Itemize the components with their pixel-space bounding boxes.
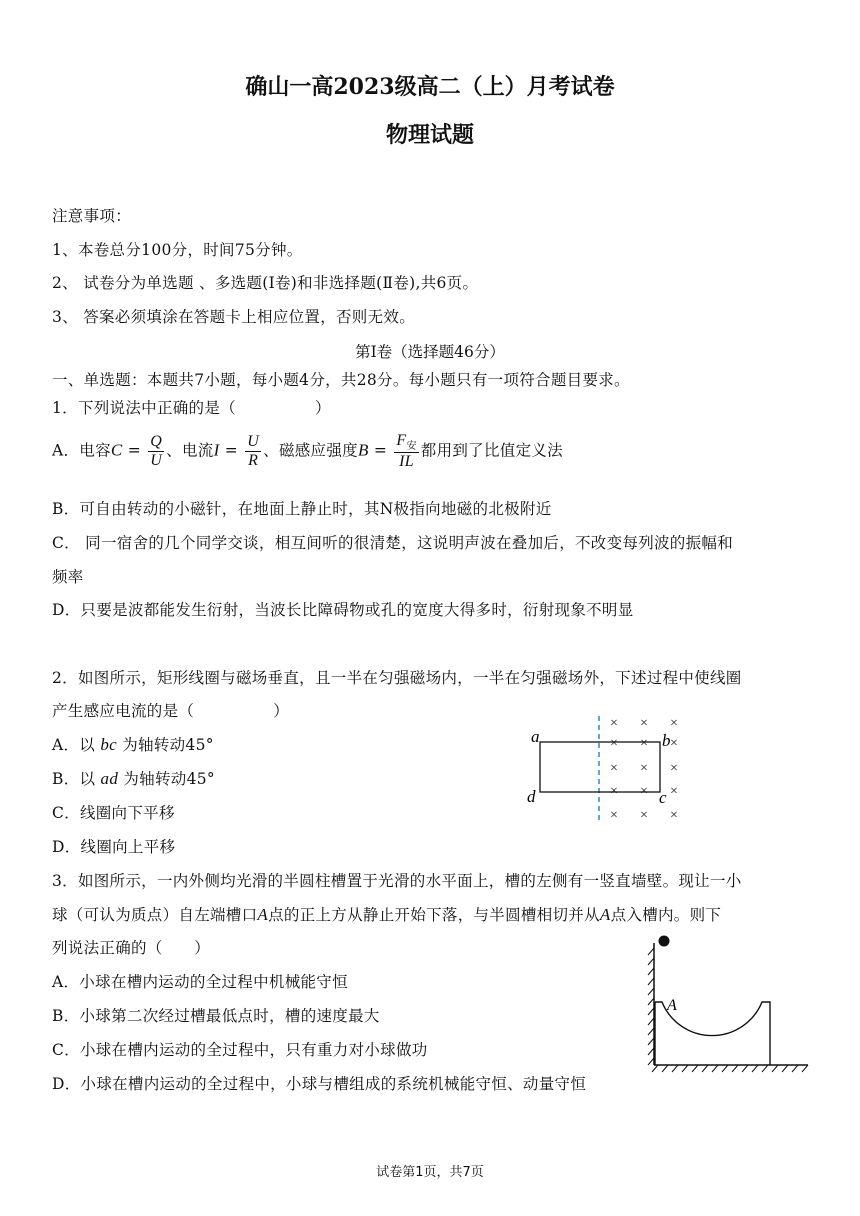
- q1-a-b-den: IL: [399, 453, 414, 471]
- q1-option-b: B．可自由转动的小磁针，在地面上静止时，其N极指向地磁的北极附近: [52, 500, 552, 518]
- field-cross: ×: [670, 784, 678, 799]
- q2-b-pre: B．以: [52, 770, 101, 788]
- q2-coil-field-figure: [525, 712, 695, 824]
- q2-stem-line2: 产生感应电流的是（ ）: [52, 702, 290, 720]
- q1-a-c-num: Q: [150, 433, 163, 451]
- section-title: 第Ⅰ卷（选择题46分）: [355, 343, 505, 361]
- q3-point-a-ref2: A: [599, 905, 611, 924]
- field-cross: ×: [610, 808, 618, 823]
- coil-corner-a: a: [531, 727, 540, 746]
- q3-option-d: D．小球在槽内运动的全过程中，小球与槽组成的系统机械能守恒、动量守恒: [52, 1075, 587, 1093]
- q3-groove-figure: [640, 928, 815, 1076]
- exam-subtitle: 物理试题: [385, 122, 474, 148]
- q2-option-c: C．线圈向下平移: [52, 804, 175, 822]
- field-cross: ×: [610, 716, 618, 731]
- field-cross: ×: [640, 761, 648, 776]
- q1-a-current-fraction: [245, 433, 261, 469]
- groove-point-a-label: A: [667, 997, 677, 1014]
- q2-b-post: 为轴转动45°: [118, 770, 215, 788]
- field-cross: ×: [670, 808, 678, 823]
- q3-point-a-ref1: A: [257, 905, 269, 924]
- q1-a-c-symbol: C: [110, 440, 123, 460]
- q1-a-i-den: R: [248, 451, 259, 469]
- notice-item-3: 3、 答案必须填涂在答题卡上相应位置，否则无效。: [52, 308, 415, 326]
- field-cross: ×: [670, 716, 678, 731]
- q1-a-i-symbol: I: [213, 440, 220, 460]
- q3-stem2-post: 点入槽内。则下: [610, 906, 722, 924]
- coil-corner-c: c: [659, 788, 667, 807]
- q2-b-axis: ad: [100, 769, 119, 788]
- q1-a-mid2: 、磁感应强度: [263, 441, 358, 460]
- q1-a-b-num-f: F: [396, 432, 407, 449]
- q3-stem2-mid: 点的正上方从静止开始下落，与半圆槽相切并从: [268, 906, 600, 924]
- q1-a-eq1: =: [122, 441, 147, 460]
- q1-a-capacitance-fraction: [148, 433, 164, 469]
- q2-stem-line1: 2．如图所示，矩形线圈与磁场垂直，且一半在匀强磁场内，一半在匀强磁场外，下述过程中使线圈: [52, 669, 742, 687]
- q3-option-a: A．小球在槽内运动的全过程中机械能守恒: [52, 973, 348, 991]
- coil-corner-d: d: [527, 787, 536, 806]
- exam-title: 确山一高2023级高二（上）月考试卷: [245, 74, 615, 100]
- ball: [659, 936, 670, 947]
- q1-a-eq2: =: [219, 441, 244, 460]
- q2-option-a: [52, 733, 214, 755]
- q1-option-d: D．只要是波都能发生衍射，当波长比障碍物或孔的宽度大得多时，衍射现象不明显: [52, 601, 634, 619]
- wall-hatching: [648, 948, 654, 1065]
- q1-option-a: [52, 432, 563, 471]
- q1-a-b-num-sub: 安: [406, 441, 417, 453]
- field-cross: ×: [670, 736, 678, 751]
- q2-a-post: 为轴转动45°: [116, 736, 214, 754]
- coil-corner-b: b: [662, 731, 671, 750]
- page-footer: 试卷第1页，共7页: [376, 1165, 484, 1180]
- q1-option-c-line2: 频率: [52, 568, 84, 586]
- field-cross: ×: [640, 808, 648, 823]
- field-cross: ×: [640, 736, 648, 751]
- q3-option-c: C．小球在槽内运动的全过程中，只有重力对小球做功: [52, 1041, 428, 1059]
- q2-a-pre: A．以: [52, 736, 101, 754]
- q3-stem-line2: [52, 903, 721, 925]
- field-cross: ×: [640, 716, 648, 731]
- q1-a-prefix: A．电容: [52, 441, 111, 460]
- q1-stem: 1．下列说法中正确的是（ ）: [52, 399, 331, 417]
- q1-a-mid1: 、电流: [166, 441, 214, 460]
- part-heading: 一、单选题：本题共7小题，每小题4分，共28分。每小题只有一项符合题目要求。: [52, 371, 630, 389]
- q1-a-c-den: U: [150, 451, 163, 469]
- field-cross: ×: [610, 736, 618, 751]
- q2-option-d: D．线圈向上平移: [52, 838, 176, 856]
- q2-a-axis: bc: [100, 735, 117, 754]
- q3-stem2-pre: 球（可认为质点）自左端槽口: [52, 906, 258, 924]
- field-cross: ×: [610, 784, 618, 799]
- q1-a-suffix: 都用到了比值定义法: [420, 441, 563, 460]
- q2-option-b: [52, 767, 215, 789]
- ground-hatching: [652, 1065, 808, 1072]
- q1-a-b-symbol: B: [357, 440, 369, 460]
- q1-a-eq3: =: [368, 441, 393, 460]
- q1-a-i-num: U: [247, 433, 260, 451]
- q1-a-b-num: [394, 432, 418, 453]
- notice-item-2: 2、 试卷分为单选题 、多选题(Ⅰ卷)和非选择题(Ⅱ卷),共6页。: [52, 274, 479, 292]
- q3-option-b: B．小球第二次经过槽最低点时，槽的速度最大: [52, 1007, 380, 1025]
- field-cross: ×: [670, 761, 678, 776]
- q1-a-field-fraction: [394, 432, 418, 471]
- field-cross: ×: [640, 784, 648, 799]
- notice-heading: 注意事项：: [52, 207, 132, 225]
- notice-item-1: 1、本卷总分100分，时间75分钟。: [52, 241, 303, 259]
- q1-option-c-line1: C． 同一宿舍的几个同学交谈，相互间听的很清楚，这说明声波在叠加后，不改变每列波的振幅和: [52, 534, 733, 552]
- field-cross: ×: [610, 761, 618, 776]
- q3-stem-line1: 3．如图所示，一内外侧均光滑的半圆柱槽置于光滑的水平面上，槽的左侧有一竖直墙壁。现让一小: [52, 872, 742, 890]
- q3-stem-line3: 列说法正确的（ ）: [52, 939, 211, 957]
